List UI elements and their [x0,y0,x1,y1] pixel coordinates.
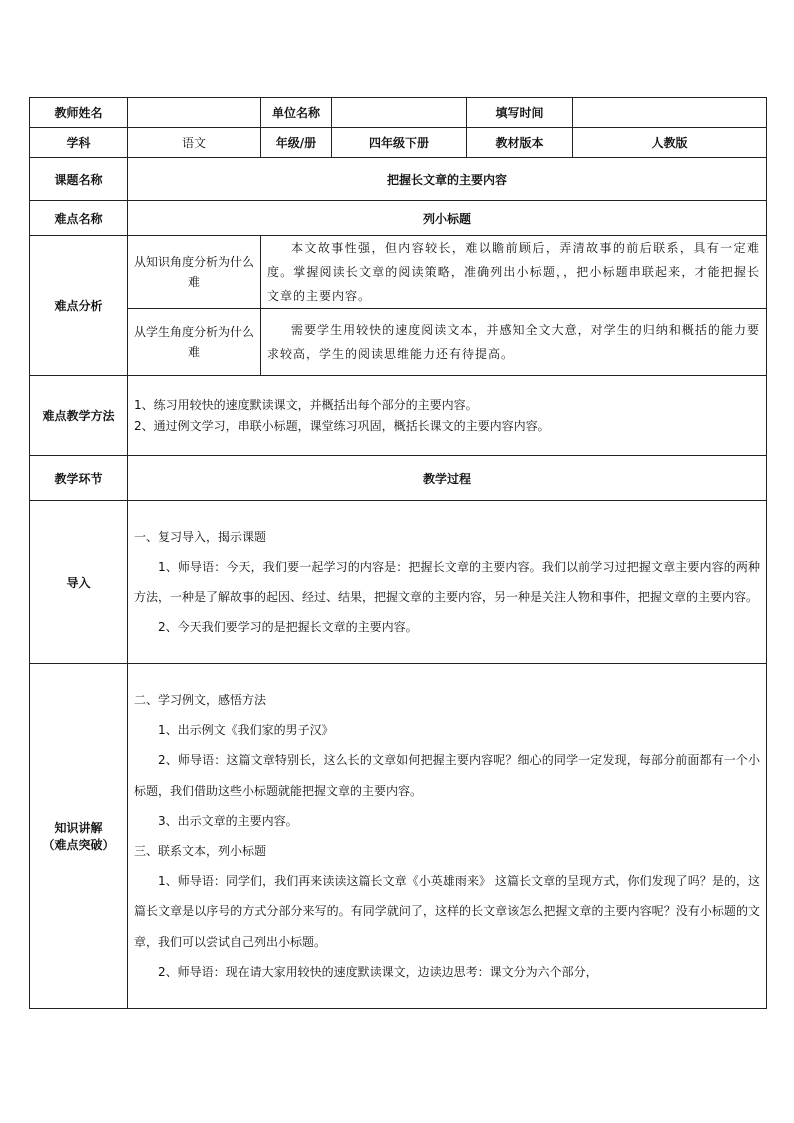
knowledge-paragraph: 2、师导语：现在请大家用较快的速度默读课文，边读边思考：课文分为六个部分， [158,964,598,979]
knowledge-content [128,664,767,1009]
process-header: 教学过程 [128,456,767,501]
knowledge-label-line: 知识讲解 [54,821,103,835]
knowledge-heading: 二、学习例文，感悟方法 [134,692,267,707]
method-label: 难点教学方法 [30,376,128,456]
row-analysis-student [30,309,767,376]
fill-date-label: 填写时间 [467,98,573,128]
row-teacher-info [30,98,767,128]
row-process-header [30,456,767,501]
student-angle-text: 需要学生用较快的速度阅读文本，并感知全文大意，对学生的归纳和概括的能力要求较高，学生的阅读思维能力还有待提高。 [267,323,760,361]
knowledge-angle-label: 从知识角度分析为什么难 [128,236,261,309]
knowledge-angle-cell [261,236,767,309]
lesson-plan-table [29,97,767,1009]
edition-label: 教材版本 [467,128,573,158]
intro-label: 导入 [30,501,128,664]
knowledge-paragraph: 1、出示例文《我们家的男子汉》 [158,723,334,738]
subject-label: 学科 [30,128,128,158]
topic-label: 课题名称 [30,158,128,201]
method-cell [128,376,767,456]
student-angle-label: 从学生角度分析为什么难 [128,309,261,376]
difficulty-label: 难点名称 [30,201,128,236]
teacher-name-label: 教师姓名 [30,98,128,128]
knowledge-paragraph: 1、师导语：同学们，我们再来读读这篇长文章《小英雄雨来》 这篇长文章的呈现方式，你们发现了吗？是的，这篇长文章是以序号的方式分部分来写的。有同学就问了，这样的长文章该怎么把握文章的主要内容呢？没有小标题的文章，我们可以尝试自己列出小标题。 [134,874,760,949]
intro-content [128,501,767,664]
knowledge-angle-text: 本文故事性强，但内容较长，难以瞻前顾后，弄清故事的前后联系，具有一定难度。掌握阅读长文章的阅读策略，准确列出小标题，，把小标题串联起来，才能把握长文章的主要内容。 [267,241,760,303]
unit-name-value [332,98,467,128]
stage-header: 教学环节 [30,456,128,501]
intro-paragraph: 2、今天我们要学习的是把握长文章的主要内容。 [158,620,418,635]
topic-value: 把握长文章的主要内容 [128,158,767,201]
row-method [30,376,767,456]
row-subject-info [30,128,767,158]
student-angle-cell [261,309,767,376]
difficulty-value: 列小标题 [128,201,767,236]
knowledge-paragraph: 2、师导语：这篇文章特别长，这么长的文章如何把握主要内容呢？细心的同学一定发现，每部分前面都有一个小标题，我们借助这些小标题就能把握文章的主要内容。 [134,753,760,798]
row-analysis-knowledge [30,236,767,309]
grade-label: 年级/册 [261,128,332,158]
row-difficulty [30,201,767,236]
method-line: 2、通过例文学习，串联小标题，课堂练习巩固，概括长课文的主要内容内容。 [134,418,550,433]
knowledge-label [30,664,128,1009]
grade-value: 四年级下册 [332,128,467,158]
method-line: 1、练习用较快的速度默读课文，并概括出每个部分的主要内容。 [134,397,478,412]
subject-value: 语文 [128,128,261,158]
intro-heading: 一、复习导入，揭示课题 [134,529,267,544]
row-knowledge [30,664,767,1009]
intro-paragraph: 1、师导语：今天，我们要一起学习的内容是：把握长文章的主要内容。我们以前学习过把握文章主要内容的两种方法，一种是了解故事的起因、经过、结果，把握文章的主要内容，另一种是关注人物和事件，把握文章的主要内容。 [134,559,760,604]
row-intro [30,501,767,664]
teacher-name-value [128,98,261,128]
analysis-label: 难点分析 [30,236,128,376]
knowledge-label-line: （难点突破） [42,838,115,852]
fill-date-value [573,98,767,128]
row-topic [30,158,767,201]
knowledge-heading: 三、联系文本，列小标题 [134,844,267,858]
knowledge-paragraph: 3、出示文章的主要内容。 [158,813,298,828]
edition-value: 人教版 [573,128,767,158]
unit-name-label: 单位名称 [261,98,332,128]
